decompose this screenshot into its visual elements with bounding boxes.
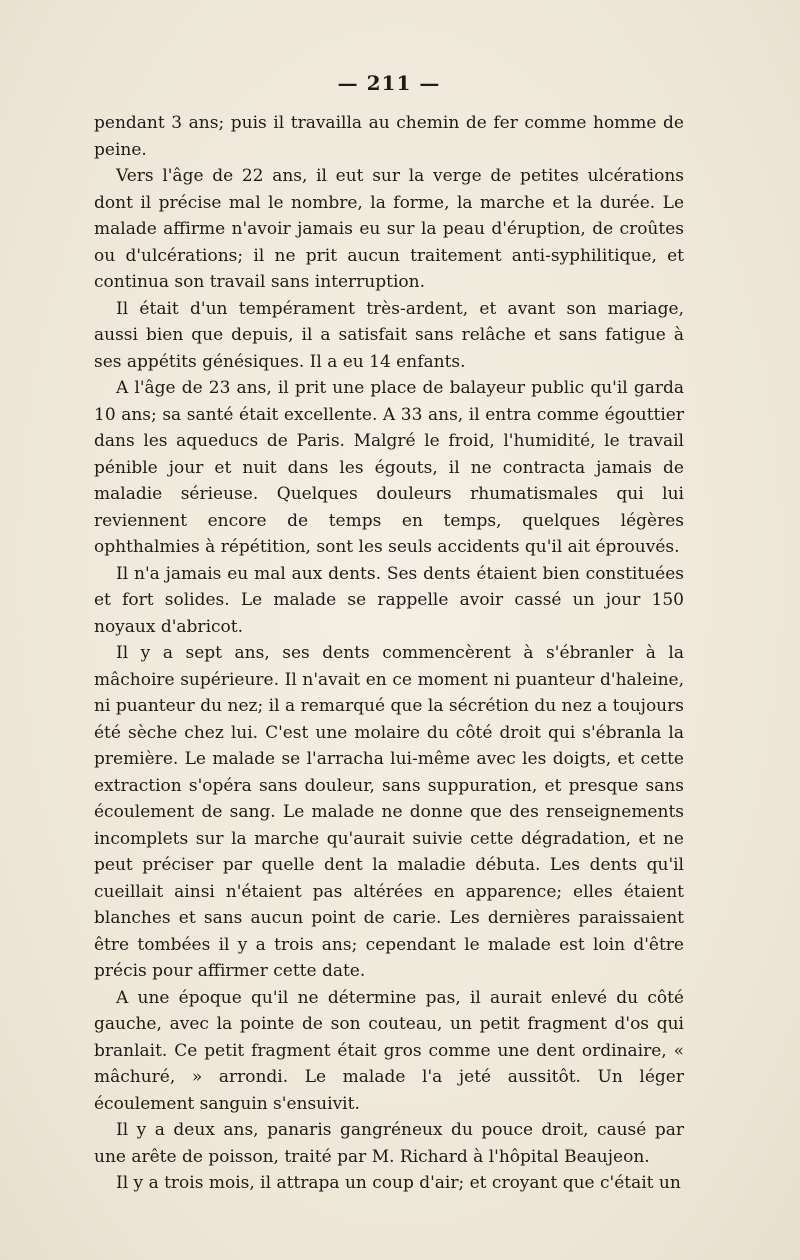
paragraph: Il n'a jamais eu mal aux dents. Ses dents étaient bien constituées et fort solides. Le malade se rappelle avoir cassé un jour 150 noyaux d'abricot. <box>94 563 684 637</box>
paragraph: Il y a deux ans, panaris gangréneux du pouce droit, causé par une arête de poisson, traité par M. Richard à l'hôpital Beaujeon. <box>94 1120 684 1167</box>
page-text <box>94 64 684 1197</box>
page-number: — 211 — <box>337 71 441 95</box>
paragraph: A l'âge de 23 ans, il prit une place de balayeur public qu'il garda 10 ans; sa santé était excellente. A 33 ans, il entra comme égouttier dans les aqueducs de Paris. Malgré le froid, l'humidité, le travail pénible jour et nuit dans les égouts, il ne contracta jamais de maladie sérieuse. Quelques douleurs rhumatismales qui lui reviennent encore de temps en temps, quelques légères ophthalmies à répétition, sont les seuls accidents qu'il ait éprouvés. <box>94 378 684 557</box>
paragraph: Il était d'un tempérament très-ardent, et avant son mariage, aussi bien que depuis, il a satisfait sans relâche et sans fatigue à ses appétits génésiques. Il a eu 14 enfants. <box>94 298 684 372</box>
paragraph: Vers l'âge de 22 ans, il eut sur la verge de petites ulcérations dont il précise mal le nombre, la forme, la marche et la durée. Le malade affirme n'avoir jamais eu sur la peau d'éruption, de croûtes ou d'ulcérations; il ne prit aucun traitement anti-syphilitique, et continua son travail sans interruption. <box>94 166 684 292</box>
paragraph: A une époque qu'il ne détermine pas, il aurait enlevé du côté gauche, avec la pointe de son couteau, un petit fragment d'os qui branlait. Ce petit fragment était gros comme une dent ordinaire, « mâchuré, » arrondi. Le malade l'a jeté aussitôt. Un léger écoulement sanguin s'ensuivit. <box>94 987 684 1114</box>
paragraph: Il y a sept ans, ses dents commencèrent à s'ébranler à la mâchoire supérieure. Il n'avait en ce moment ni puanteur d'haleine, ni puanteur du nez; il a remarqué que la sécrétion du nez a toujours été sèche chez lui. C'est une molaire du côté droit qui s'ébranla la première. Le malade se l'arracha lui-même avec les doigts, et cette extraction s'opéra sans douleur, sans suppuration, et presque sans écoulement de sang. Le malade ne donne que des renseignements incomplets sur la marche qu'aurait suivie cette dégradation, et ne peut préciser par quelle dent la maladie débuta. Les dents qu'il cueillait ainsi n'étaient pas altérées en apparence; elles étaient blanches et sans aucun point de carie. Les dernières paraissaient être tombées il y a trois ans; cependant le malade est loin d'être précis pour affirmer cette date. <box>94 643 684 981</box>
paragraph: Il y a trois mois, il attrapa un coup d'air; et croyant que c'était un <box>116 1173 681 1193</box>
paragraph: pendant 3 ans; puis il travailla au chemin de fer comme homme de peine. <box>94 113 684 160</box>
